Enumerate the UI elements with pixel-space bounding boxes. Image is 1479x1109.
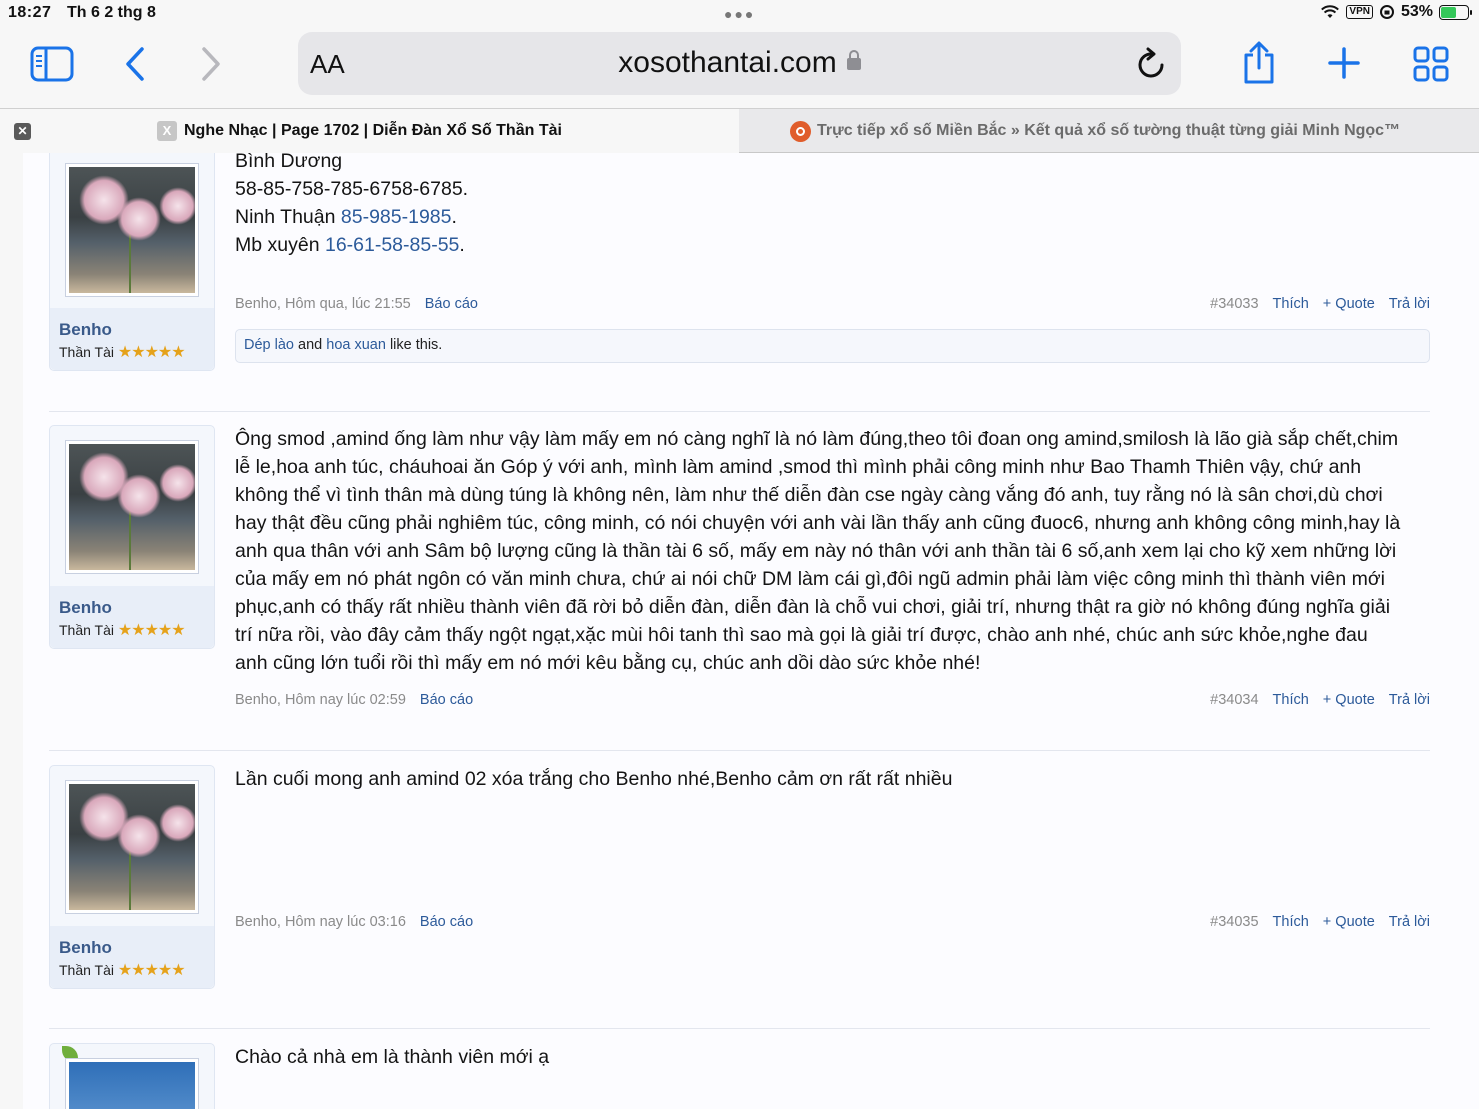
rank-stars-icon: ★★★★★ — [117, 962, 185, 979]
username[interactable]: Benho — [59, 938, 112, 957]
wifi-icon — [1320, 4, 1340, 20]
message-line: Chào cả nhà em là thành viên mới ạ — [235, 1046, 550, 1068]
reply-link[interactable]: Trả lời — [1388, 692, 1430, 708]
rank-label: Thần Tài — [59, 962, 114, 978]
browser-toolbar — [0, 28, 1479, 108]
url-text: xosothantai.com — [618, 46, 837, 79]
likes-and: and — [298, 337, 323, 353]
like-link[interactable]: Thích — [1272, 692, 1309, 708]
like-link[interactable]: Thích — [1272, 914, 1309, 930]
battery-percentage: 53% — [1400, 3, 1433, 20]
post-author-time[interactable]: Benho, Hôm qua, lúc 21:55 — [235, 296, 411, 312]
post-separator — [49, 750, 1430, 751]
url-display[interactable] — [298, 46, 1181, 80]
like-link[interactable]: Thích — [1272, 296, 1309, 312]
post-message — [235, 765, 1430, 793]
battery-icon — [1439, 5, 1469, 20]
message-line: phục,anh có thấy rất nhiều thành viên đã rời bỏ diễn đàn, diễn đàn là chỗ vui chơi, giải trí, nhưng thật ra giờ nó không đúng nghĩa giải — [235, 596, 1391, 618]
message-line: Ông smod ,amind ống làm như vậy làm mấy em nó càng nghĩ là nó làm đúng,theo tôi đoan ong amind,smilosh là lão già sắp chết,chim — [235, 428, 1399, 450]
user-rank — [59, 620, 185, 640]
message-line: 58-85-758-785-6758-6785. — [235, 178, 469, 200]
post-author-time[interactable]: Benho, Hôm nay lúc 03:16 — [235, 914, 406, 930]
reply-link[interactable]: Trả lời — [1388, 914, 1430, 930]
user-rank — [59, 960, 185, 980]
message-line: Bình Dương — [235, 153, 343, 172]
message-line: hay thật đều cũng phải nghiêm túc, công minh, có nói chuyện với anh vài lần thấy anh cũng đuoc6, nhưng anh không công minh,hay là — [235, 512, 1401, 534]
post-message — [235, 153, 1430, 259]
message-line: Lần cuối mong anh amind 02 xóa trắng cho Benho nhé,Benho cảm ơn rất rất nhiều — [235, 768, 953, 790]
rank-label: Thần Tài — [59, 622, 114, 638]
forum-page — [23, 153, 1479, 1109]
post-message — [235, 1043, 1430, 1071]
post-meta — [235, 692, 1430, 708]
quote-link[interactable]: + Quote — [1322, 296, 1375, 312]
number-link[interactable]: 16-61-58-85-55 — [324, 234, 460, 256]
post-meta — [235, 296, 1430, 312]
lock-icon — [847, 58, 861, 70]
username[interactable]: Benho — [59, 320, 112, 339]
likes-summary — [235, 329, 1430, 363]
user-info — [49, 1043, 215, 1109]
user-info — [49, 765, 215, 989]
message-line: anh qua thân với anh Sâm bộ lượng cũng là thần tài 6 số, mấy em này nó thân với anh thần tài 6 số,anh xem lại cho kỹ xem những lời — [235, 540, 1397, 562]
tab-title: Nghe Nhạc | Page 1702 | Diễn Đàn Xổ Số Thần Tài — [184, 122, 562, 139]
liker-link[interactable]: hoa xuan — [326, 337, 386, 353]
report-link[interactable]: Báo cáo — [419, 914, 474, 930]
message-line — [235, 231, 1430, 259]
user-avatar[interactable] — [65, 440, 199, 574]
message-line: anh cũng lớn tuổi rồi thì mấy em nó mới kêu bằng cụ, chúc anh dồi dào sức khỏe nhé! — [235, 652, 981, 674]
tab-title: Trực tiếp xổ số Miền Bắc » Kết quả xổ số tường thuật từng giải Minh Ngọc™ — [817, 122, 1401, 139]
post-author-time[interactable]: Benho, Hôm nay lúc 02:59 — [235, 692, 406, 708]
sidebar-toggle-icon[interactable] — [30, 44, 74, 84]
message-line — [235, 203, 1430, 231]
status-indicators — [1320, 3, 1469, 21]
message-line: trí nữa rồi, vào đây cảm thấy ngột ngạt,xặc mùi hôi tanh thì sao mà gọi là giải trí được, chào anh nhé, chúc anh sức khỏe,nghe đau — [235, 624, 1368, 646]
tab-overview-icon[interactable] — [1412, 45, 1450, 83]
post-separator — [49, 1028, 1430, 1029]
quote-link[interactable]: + Quote — [1322, 914, 1375, 930]
report-link[interactable]: Báo cáo — [424, 296, 478, 312]
likes-suffix: like this. — [389, 337, 443, 353]
text-size-button[interactable]: AA — [310, 49, 345, 79]
rank-stars-icon: ★★★★★ — [117, 622, 185, 639]
line-text: . — [451, 206, 457, 228]
tab-favicon-ubuntu-icon — [790, 121, 811, 142]
tab-active[interactable] — [0, 109, 739, 153]
post-message — [235, 425, 1430, 677]
forward-icon[interactable] — [196, 44, 226, 84]
multitasking-dots-icon[interactable]: ●●● — [724, 6, 756, 22]
back-icon[interactable] — [120, 44, 150, 84]
vpn-badge: VPN — [1346, 5, 1373, 19]
post-number[interactable]: #34035 — [1210, 914, 1259, 930]
user-rank — [59, 342, 185, 362]
status-time: 18:27 — [8, 4, 52, 21]
address-bar[interactable] — [298, 32, 1181, 95]
post-number[interactable]: #34033 — [1210, 296, 1259, 312]
post-meta — [235, 914, 1430, 930]
rank-label: Thần Tài — [59, 344, 114, 360]
tab-bar — [0, 108, 1479, 153]
liker-link[interactable]: Dép lào — [244, 337, 294, 353]
post-number[interactable]: #34034 — [1210, 692, 1259, 708]
user-info — [49, 153, 215, 371]
user-avatar[interactable] — [65, 1058, 199, 1109]
reload-icon[interactable] — [1137, 46, 1167, 85]
message-line: lễ le,hoa anh túc, cháuhoai ăn Góp ý với anh, mình làm amind ,smod thì mình phải công minh như Bao Thamh Thiên vậy, chứ anh — [235, 456, 1362, 478]
line-text: Mb xuyên — [235, 234, 325, 256]
tab-favicon: X — [157, 121, 177, 141]
user-info — [49, 425, 215, 649]
number-link[interactable]: 85-985-1985 — [340, 206, 452, 228]
orientation-lock-icon — [1379, 4, 1395, 20]
line-text: Ninh Thuận — [235, 206, 341, 228]
line-text: . — [459, 234, 465, 256]
message-line: của mấy em nó phát ngôn có văn minh chưa, chứ ai nói chữ DM làm cái gì,đôi ngũ admin phải làm việc công minh thì thành viên mới — [235, 568, 1385, 590]
reply-link[interactable]: Trả lời — [1388, 296, 1430, 312]
username[interactable]: Benho — [59, 598, 112, 617]
share-icon[interactable] — [1240, 40, 1278, 86]
new-tab-icon[interactable] — [1326, 45, 1362, 81]
user-avatar[interactable] — [65, 163, 199, 297]
status-date: Th 6 2 thg 8 — [67, 4, 156, 21]
rank-stars-icon: ★★★★★ — [117, 344, 185, 361]
post-separator — [49, 411, 1430, 412]
status-bar — [0, 0, 1479, 28]
quote-link[interactable]: + Quote — [1322, 692, 1375, 708]
report-link[interactable]: Báo cáo — [419, 692, 474, 708]
message-line: không thể vì tình thân mà dùng túng là không nên, làm như thế diễn đàn cse ngày càng vắng đó anh, tuy rằng nó là sân chơi,dù chơi — [235, 484, 1383, 506]
user-avatar[interactable] — [65, 780, 199, 914]
close-tab-icon[interactable]: ✕ — [14, 123, 31, 140]
